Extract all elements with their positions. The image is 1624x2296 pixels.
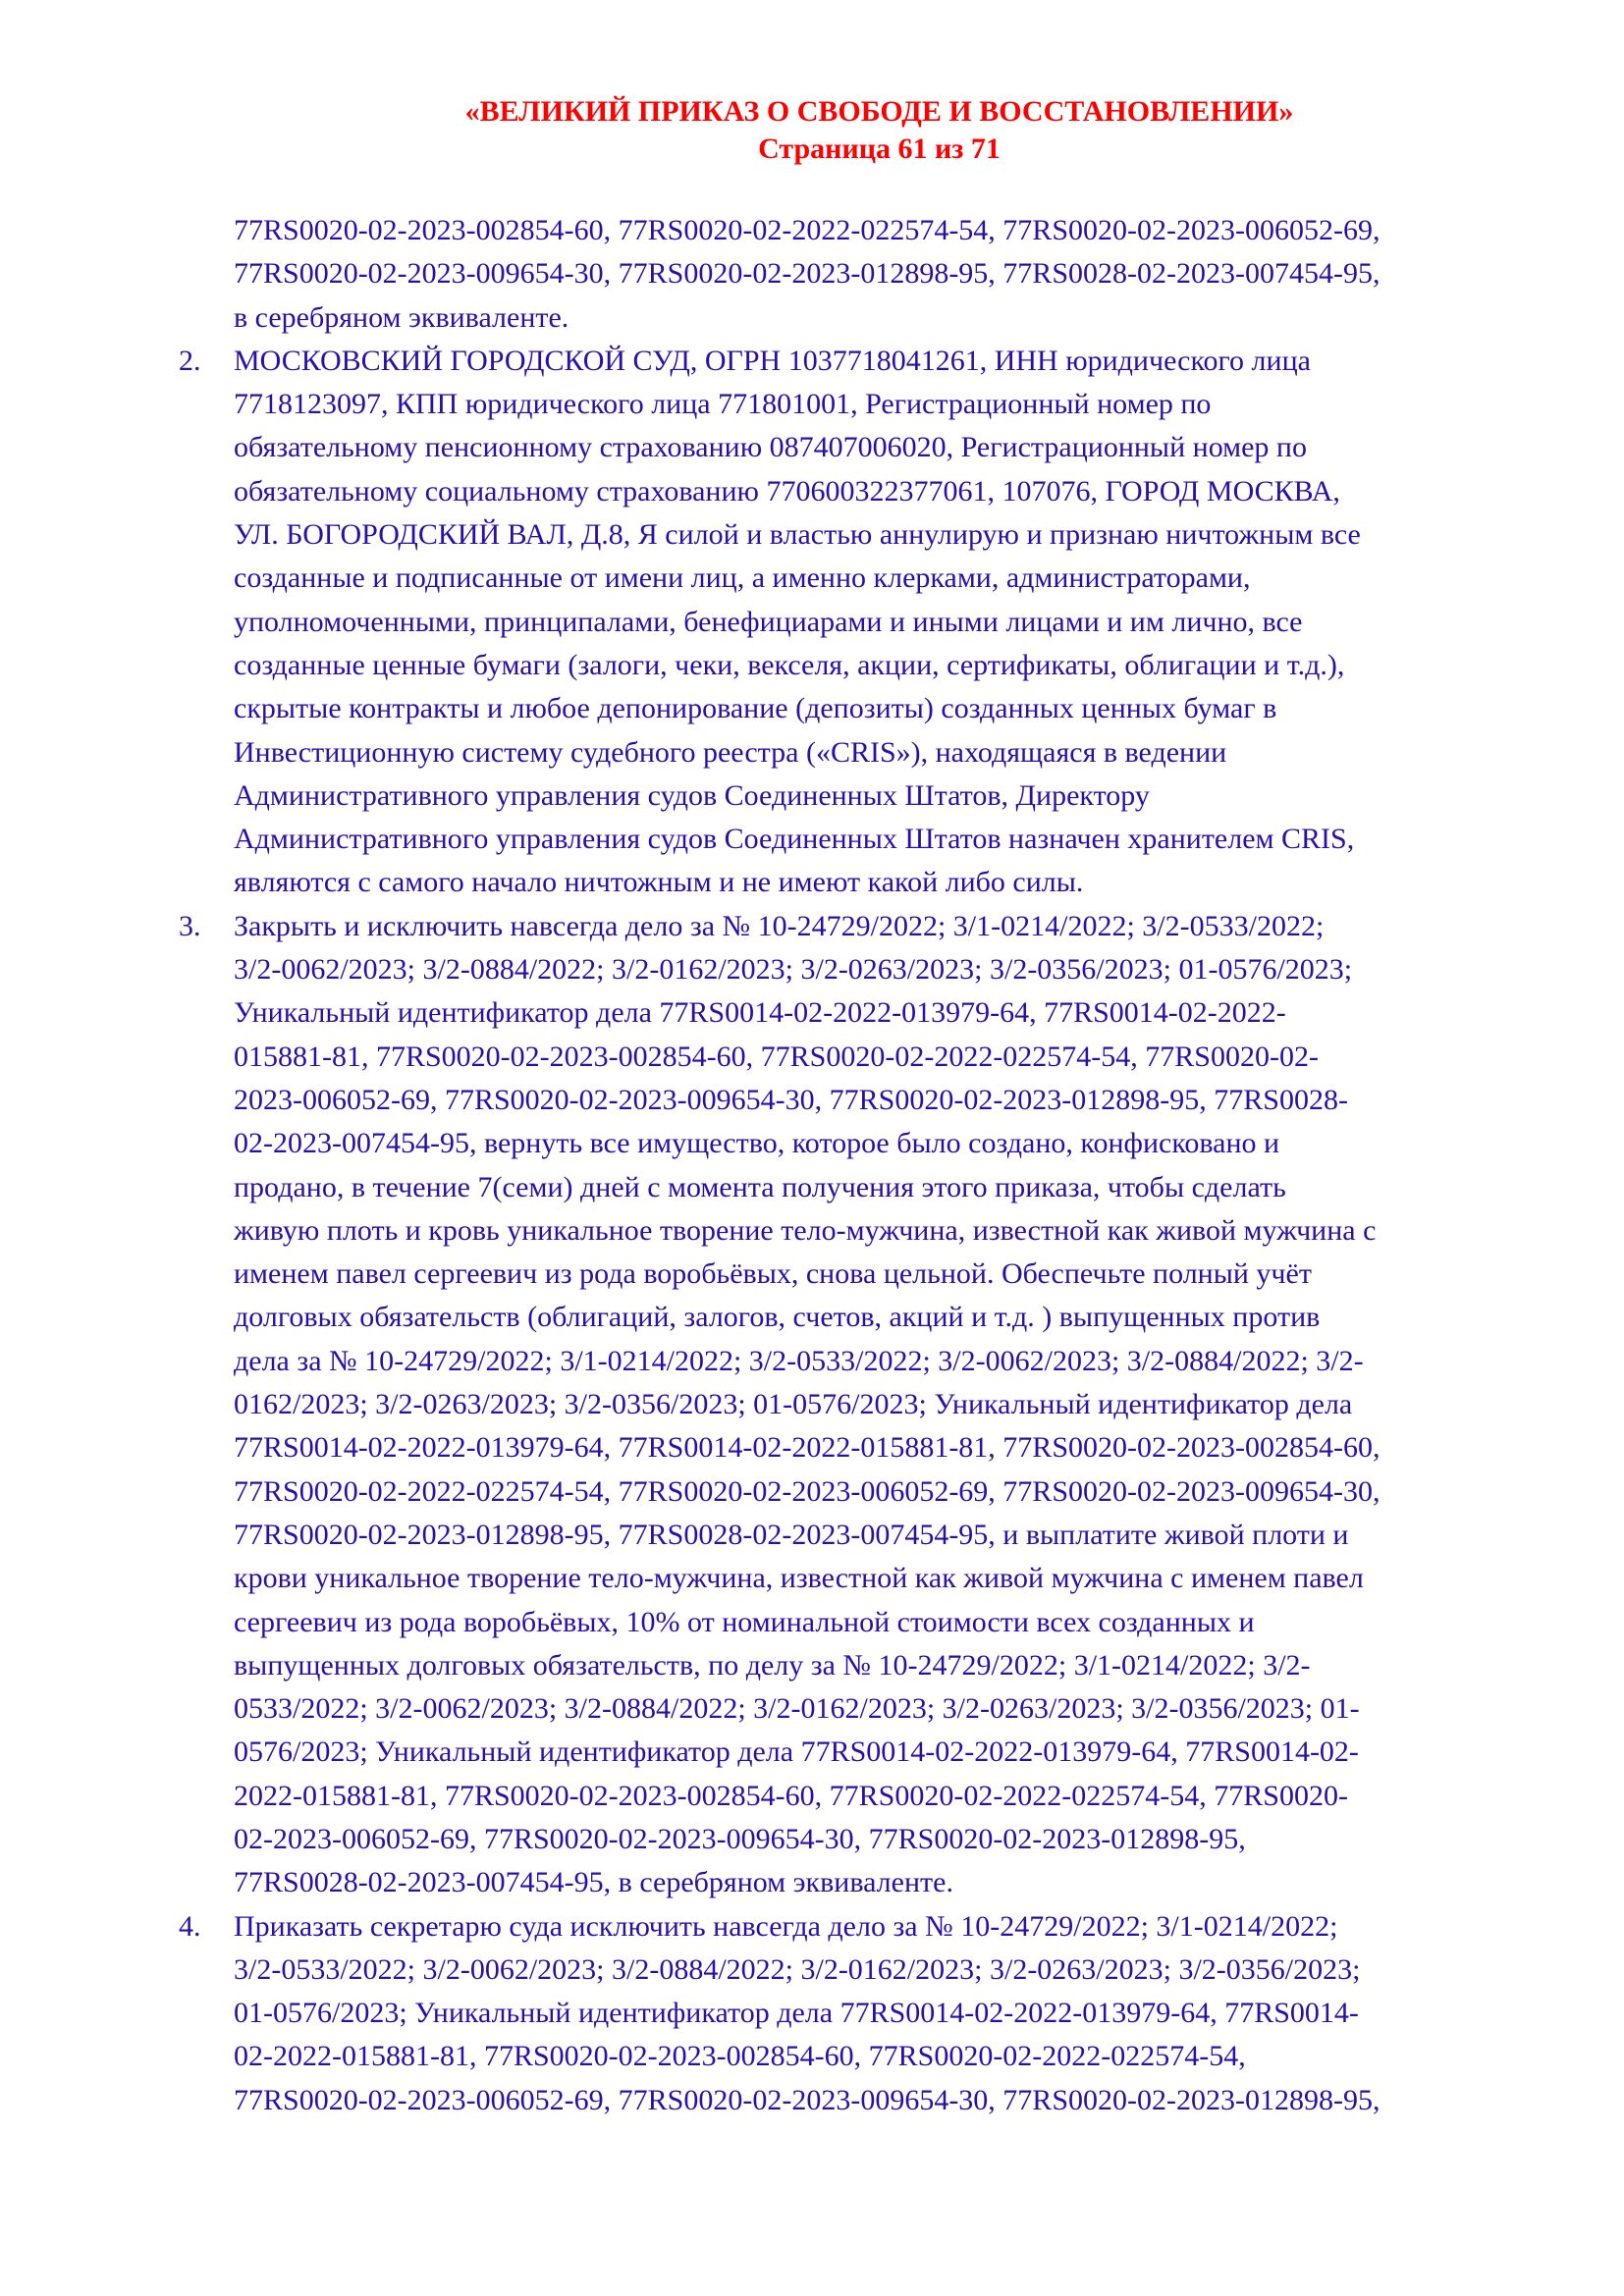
text-line: 3/2-0062/2023; 3/2-0884/2022; 3/2-0162/2023; 3/2-0263/2023; 3/2-0356/2023; 01-0576/2023; (234, 953, 1353, 987)
text-line: созданные и подписанные от имени лиц, а именно клерками, администраторами, (234, 561, 1251, 595)
text-line: дела за № 10-24729/2022; 3/1-0214/2022; 3/2-0533/2022; 3/2-0062/2023; 3/2-0884/2022; 3/2- (234, 1344, 1364, 1377)
list-item-number: 3. (179, 909, 201, 942)
text-line: крови уникальное творение тело-мужчина, известной как живой мужчина с именем павел (234, 1562, 1364, 1595)
continuation-paragraph (234, 209, 1530, 340)
text-line: 77RS0020-02-2022-022574-54, 77RS0020-02-2023-006052-69, 77RS0020-02-2023-009654-30, (234, 1474, 1380, 1508)
document-body (179, 209, 1530, 2122)
text-line: продано, в течение 7(семи) дней с момента получения этого приказа, чтобы сделать (234, 1170, 1286, 1203)
text-line: выпущенных долговых обязательств, по делу за № 10-24729/2022; 3/1-0214/2022; 3/2- (234, 1648, 1311, 1682)
text-line: Уникальный идентификатор дела 77RS0014-02-2022-013979-64, 77RS0014-02-2022- (234, 996, 1286, 1030)
document-title: «ВЕЛИКИЙ ПРИКАЗ О СВОБОДЕ И ВОССТАНОВЛЕНИИ» (464, 95, 1294, 128)
text-line: уполномоченными, принципалами, бенефициарами и иными лицами и им лично, все (234, 605, 1303, 638)
text-line: 01-0576/2023; Уникальный идентификатор дела 77RS0014-02-2022-013979-64, 77RS0014- (234, 1997, 1359, 2030)
list-item-2 (179, 340, 1530, 905)
list-item-4 (179, 1905, 1530, 2122)
text-line: созданные ценные бумаги (залоги, чеки, векселя, акции, сертификаты, облигации и т.д.), (234, 648, 1345, 681)
text-line: обязательному социальному страхованию 770600322377061, 107076, ГОРОД МОСКВА, (234, 474, 1340, 507)
text-line: Приказать секретарю суда исключить навсегда дело за № 10-24729/2022; 3/1-0214/2022; (234, 1909, 1338, 1943)
text-line: именем павел сергеевич из рода воробьёвых, снова цельной. Обеспечьте полный учёт (234, 1257, 1312, 1291)
text-line: 0576/2023; Уникальный идентификатор дела 77RS0014-02-2022-013979-64, 77RS0014-02- (234, 1735, 1359, 1769)
text-line: Инвестиционную систему судебного реестра («CRIS»), находящаяся в ведении (234, 735, 1227, 769)
text-line: 77RS0028-02-2023-007454-95, в серебряном эквиваленте. (234, 1866, 953, 1899)
text-line: 3/2-0533/2022; 3/2-0062/2023; 3/2-0884/2022; 3/2-0162/2023; 3/2-0263/2023; 3/2-0356/2023; (234, 1952, 1361, 1986)
text-line: скрытые контракты и любое депонирование (депозиты) созданных ценных бумаг в (234, 692, 1277, 725)
text-line: Закрыть и исключить навсегда дело за № 10-24729/2022; 3/1-0214/2022; 3/2-0533/2022; (234, 909, 1325, 942)
text-line: 0162/2023; 3/2-0263/2023; 3/2-0356/2023; 01-0576/2023; Уникальный идентификатор дела (234, 1388, 1353, 1421)
text-line: 02-2022-015881-81, 77RS0020-02-2023-002854-60, 77RS0020-02-2022-022574-54, (234, 2040, 1246, 2073)
text-line: долговых обязательств (облигаций, залогов, счетов, акций и т.д. ) выпущенных против (234, 1301, 1321, 1334)
text-line: 2023-006052-69, 77RS0020-02-2023-009654-30, 77RS0020-02-2023-012898-95, 77RS0028- (234, 1083, 1348, 1116)
text-line: УЛ. БОГОРОДСКИЙ ВАЛ, Д.8, Я силой и властью аннулирую и признаю ничтожным все (234, 518, 1361, 552)
text-line: в серебряном эквиваленте. (234, 300, 569, 334)
text-line: сергеевич из рода воробьёвых, 10% от номинальной стоимости всех созданных и (234, 1605, 1255, 1638)
text-line: 02-2023-007454-95, вернуть все имущество, которое было создано, конфисковано и (234, 1127, 1280, 1160)
text-line: 7718123097, КПП юридического лица 771801001, Регистрационный номер по (234, 388, 1212, 421)
text-line: 77RS0020-02-2023-009654-30, 77RS0020-02-2023-012898-95, 77RS0028-02-2023-007454-95, (234, 257, 1380, 291)
text-line: 77RS0020-02-2023-002854-60, 77RS0020-02-2022-022574-54, 77RS0020-02-2023-006052-69, (234, 214, 1380, 246)
text-line: 77RS0020-02-2023-012898-95, 77RS0028-02-2023-007454-95, и выплатите живой плоти и (234, 1518, 1349, 1551)
list-item-number: 4. (179, 1909, 201, 1943)
page-number-label: Страница 61 из 71 (758, 133, 1001, 165)
text-line: 015881-81, 77RS0020-02-2023-002854-60, 77RS0020-02-2022-022574-54, 77RS0020-02- (234, 1040, 1319, 1073)
list-item-number: 2. (179, 344, 201, 377)
text-line: 0533/2022; 3/2-0062/2023; 3/2-0884/2022; 3/2-0162/2023; 3/2-0263/2023; 3/2-0356/2023; 01- (234, 1692, 1360, 1726)
text-line: обязательному пенсионному страхованию 087407006020, Регистрационный номер по (234, 431, 1307, 464)
list-item-3 (179, 905, 1530, 1905)
text-line: являются с самого начало ничтожным и не имеют какой либо силы. (234, 866, 1084, 899)
text-line: 77RS0014-02-2022-013979-64, 77RS0014-02-2022-015881-81, 77RS0020-02-2023-002854-60, (234, 1431, 1380, 1465)
text-line: 02-2023-006052-69, 77RS0020-02-2023-009654-30, 77RS0020-02-2023-012898-95, (234, 1822, 1246, 1855)
text-line: живую плоть и кровь уникальное творение тело-мужчина, известной как живой мужчина с (234, 1213, 1377, 1247)
page-header (0, 93, 1624, 168)
text-line: 2022-015881-81, 77RS0020-02-2023-002854-60, 77RS0020-02-2022-022574-54, 77RS0020- (234, 1779, 1348, 1812)
text-line: МОСКОВСКИЙ ГОРОДСКОЙ СУД, ОГРН 1037718041261, ИНН юридического лица (234, 344, 1311, 377)
text-line: Административного управления судов Соединенных Штатов, Директору (234, 778, 1150, 812)
text-line: Административного управления судов Соединенных Штатов назначен хранителем CRIS, (234, 823, 1355, 856)
text-line: 77RS0020-02-2023-006052-69, 77RS0020-02-2023-009654-30, 77RS0020-02-2023-012898-95, (234, 2083, 1380, 2116)
